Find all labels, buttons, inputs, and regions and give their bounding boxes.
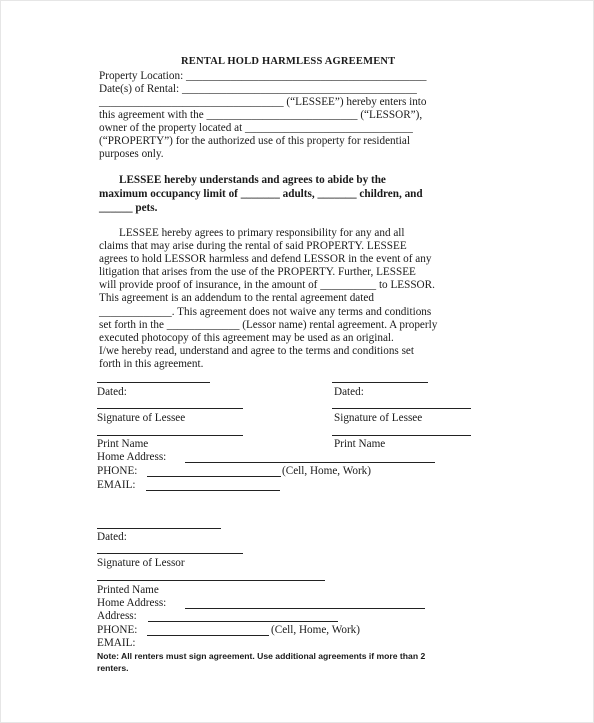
body-line-5: will provide proof of insurance, in the amount of __________ to LESSOR. [99, 279, 435, 291]
signature-lessor-label: Signature of Lessor [97, 557, 185, 569]
lessor-address-label: Address: [97, 610, 137, 622]
lessor-phone-type-text: (Cell, Home, Work) [271, 624, 360, 636]
body-line-10: I/we hereby read, understand and agree to the terms and conditions set [99, 345, 415, 357]
body-line-11: forth in this agreement. [99, 358, 204, 370]
note-line-1: Note: All renters must sign agreement. Use additional agreements if more than 2 [97, 651, 426, 661]
signature-left-line [97, 408, 243, 409]
lessor-line: this agreement with the ___________________________ (“LESSOR”), [99, 109, 423, 121]
printed-name-line [97, 580, 325, 581]
body-line-1: LESSEE hereby agrees to primary responsibility for any and all [119, 227, 405, 239]
email-label: EMAIL: [97, 479, 136, 491]
body-line-2: claims that may arise during the rental of said PROPERTY. LESSEE [99, 240, 407, 252]
lessor-phone-line [147, 635, 269, 636]
home-address-label: Home Address: [97, 451, 167, 463]
lessor-signature-line [97, 553, 243, 554]
lessor-home-address-line [185, 608, 425, 609]
lessor-dated-line [97, 528, 221, 529]
lessor-address-line [148, 621, 338, 622]
body-line-3: agrees to hold LESSOR harmless and defend LESSOR in the event of any [99, 253, 432, 265]
document-title: RENTAL HOLD HARMLESS AGREEMENT [181, 56, 396, 67]
occupancy-line-2: maximum occupancy limit of _______ adults, _______ children, and [99, 188, 423, 200]
signature-right-line [332, 408, 471, 409]
body-line-4: litigation that arises from the use of the PROPERTY. Further, LESSEE [99, 266, 416, 278]
lessee-line: _________________________________ (“LESSEE”) hereby enters into [99, 96, 427, 108]
occupancy-line-1: LESSEE hereby understands and agrees to abide by the [119, 174, 386, 186]
printed-name-label: Printed Name [97, 584, 159, 596]
body-line-6: This agreement is an addendum to the rental agreement dated [99, 292, 374, 304]
lessor-email-label: EMAIL: [97, 637, 136, 649]
print-name-right-line [332, 435, 471, 436]
phone-type-text: (Cell, Home, Work) [282, 465, 371, 477]
lessor-home-address-label: Home Address: [97, 597, 167, 609]
print-name-left-line [97, 435, 243, 436]
dated-right-line [332, 382, 428, 383]
signature-lessee-right-label: Signature of Lessee [334, 412, 423, 424]
signature-lessee-left-label: Signature of Lessee [97, 412, 186, 424]
phone-line [147, 476, 281, 477]
lessor-phone-label: PHONE: [97, 624, 138, 636]
body-line-9: executed photocopy of this agreement may be used as an original. [99, 332, 394, 344]
body-line-7: _____________. This agreement does not waive any terms and conditions [99, 306, 432, 318]
print-name-right-label: Print Name [334, 438, 386, 450]
email-line [146, 490, 280, 491]
authorized-use-line: (“PROPERTY”) for the authorized use of this property for residential [99, 135, 410, 147]
purposes-line: purposes only. [99, 148, 164, 160]
rental-dates-line: Date(s) of Rental: __________________________________________ [99, 83, 417, 95]
occupancy-line-3: ______ pets. [99, 202, 158, 214]
note-line-2: renters. [97, 663, 129, 673]
print-name-left-label: Print Name [97, 438, 149, 450]
property-owner-line: owner of the property located at ______________________________ [99, 122, 413, 134]
lessor-dated-label: Dated: [97, 531, 127, 543]
body-line-8: set forth in the _____________ (Lessor name) rental agreement. A properly [99, 319, 438, 331]
dated-left-line [97, 382, 210, 383]
dated-left-label: Dated: [97, 386, 127, 398]
phone-label: PHONE: [97, 465, 138, 477]
property-location-line: Property Location: ___________________________________________ [99, 70, 427, 82]
dated-right-label: Dated: [334, 386, 364, 398]
home-address-line [185, 462, 435, 463]
